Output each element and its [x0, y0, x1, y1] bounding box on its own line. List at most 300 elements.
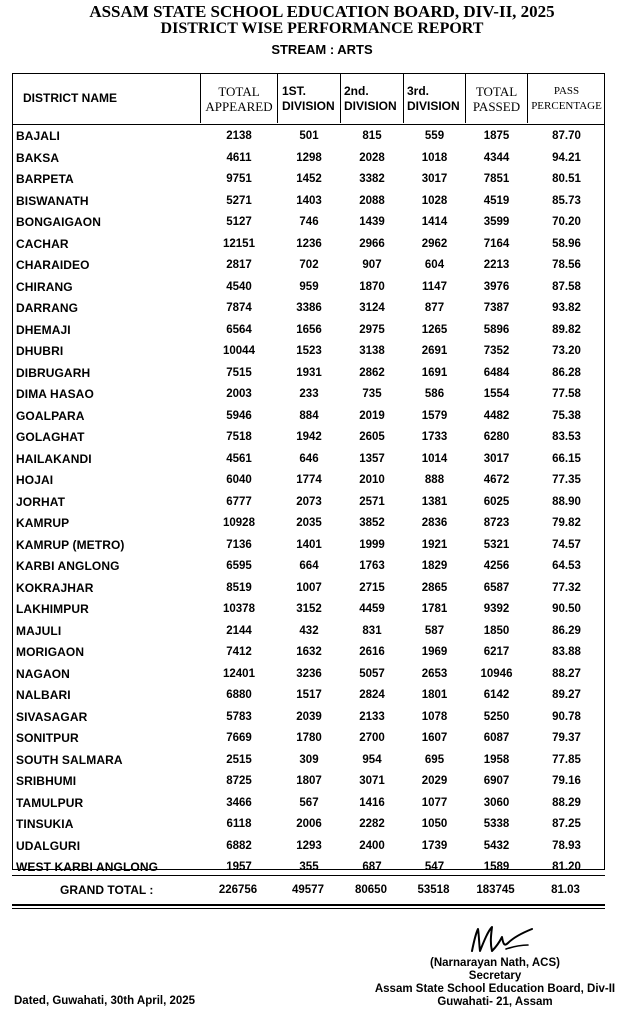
table-row [13, 771, 604, 793]
first-division-cell: 1780 [296, 732, 322, 744]
third-division-cell: 1018 [421, 151, 448, 164]
total-passed-cell: 3976 [483, 280, 510, 293]
table-row [13, 621, 604, 643]
pass-percentage-cell: 73.20 [552, 345, 581, 357]
total-passed-cell: 5321 [483, 538, 510, 551]
district-name-cell: WEST KARBI ANGLONG [16, 860, 159, 874]
district-name-cell: BAKSA [16, 150, 60, 165]
first-division-cell: 2035 [296, 517, 322, 529]
header-third-division: 3rd. DIVISION [407, 83, 460, 113]
total-passed-cell: 4519 [483, 194, 510, 207]
total-passed-cell: 4482 [483, 409, 510, 422]
first-division-cell: 1298 [296, 151, 322, 164]
third-division-cell: 888 [424, 474, 445, 486]
district-name-cell: KAMRUP (METRO) [16, 537, 125, 552]
district-name-cell: UDALGURI [16, 838, 81, 853]
pass-percentage-cell: 79.16 [552, 775, 581, 787]
total-passed-cell: 1554 [483, 388, 510, 400]
total-appeared-cell: 6564 [226, 323, 252, 336]
total-passed-cell: 1875 [483, 130, 510, 142]
second-division-cell: 2824 [359, 689, 385, 701]
report-title-line1: ASSAM STATE SCHOOL EDUCATION BOARD, DIV-II, 2025 [89, 2, 555, 21]
third-division-cell: 1733 [421, 431, 448, 443]
pass-percentage-cell: 88.90 [552, 495, 581, 508]
second-division-cell: 1870 [359, 280, 385, 293]
total-passed-cell: 7387 [483, 302, 510, 314]
total-appeared-cell: 5127 [226, 216, 252, 228]
pass-percentage-cell: 75.38 [552, 409, 581, 422]
third-division-cell: 586 [424, 388, 445, 400]
pass-percentage-cell: 81.20 [552, 861, 581, 873]
first-division-cell: 1774 [296, 474, 322, 486]
second-division-cell: 2133 [359, 710, 385, 723]
third-division-cell: 1028 [421, 194, 448, 207]
table-row [13, 642, 604, 664]
third-division-cell: 559 [424, 130, 445, 142]
district-name-cell: HAILAKANDI [16, 451, 92, 466]
second-division-cell: 2028 [359, 151, 385, 164]
pass-percentage-cell: 88.29 [552, 796, 581, 809]
signatory-organization: Assam State School Education Board, Div-II [374, 983, 616, 995]
table-row [13, 513, 604, 535]
signatory-name: (Narnarayan Nath, ACS) [430, 957, 560, 969]
double-rule-top [12, 904, 605, 906]
second-division-cell: 1439 [359, 216, 385, 228]
total-appeared-cell: 4561 [226, 452, 252, 465]
pass-percentage-cell: 70.20 [552, 216, 581, 228]
second-division-cell: 2282 [359, 818, 385, 830]
second-division-cell: 1416 [359, 796, 385, 809]
dated-line: Dated, Guwahati, 30th April, 2025 [14, 995, 196, 1007]
second-division-cell: 2975 [359, 323, 385, 336]
district-name-cell: KARBI ANGLONG [16, 559, 120, 573]
third-division-cell: 1050 [421, 818, 448, 830]
total-passed-cell: 8723 [483, 517, 510, 529]
signatory-block [350, 957, 640, 1009]
table-row [13, 814, 604, 836]
district-name-cell: TAMULPUR [16, 795, 84, 810]
district-name-cell: GOLAGHAT [16, 430, 85, 444]
table-row [13, 685, 604, 707]
second-division-cell: 5057 [359, 667, 385, 680]
table-row [13, 126, 604, 148]
district-name-cell: DIMA HASAO [16, 387, 94, 401]
header-second-division: 2nd. DIVISION [344, 83, 397, 113]
total-appeared-cell: 5271 [226, 194, 252, 207]
total-appeared-cell: 7669 [226, 732, 252, 744]
third-division-cell: 2865 [421, 581, 448, 594]
second-division-cell: 815 [362, 130, 382, 142]
pass-percentage-cell: 90.50 [552, 603, 581, 615]
total-appeared-cell: 10044 [223, 345, 255, 357]
total-passed-cell: 7164 [483, 237, 510, 250]
district-name-cell: NALBARI [16, 688, 71, 702]
total-passed-cell: 1589 [483, 861, 510, 873]
total-appeared-cell: 4611 [226, 151, 252, 164]
pass-percentage-cell: 86.28 [552, 366, 581, 379]
total-appeared-cell: 7515 [226, 366, 252, 379]
grand-total-third-division: 53518 [417, 884, 450, 896]
third-division-cell: 2836 [421, 517, 448, 529]
first-division-cell: 2073 [296, 495, 322, 508]
first-division-cell: 702 [299, 259, 319, 271]
stream-label: STREAM : ARTS [271, 42, 373, 57]
third-division-cell: 1014 [421, 452, 448, 465]
table-row [13, 707, 604, 729]
district-name-cell: GOALPARA [16, 408, 85, 423]
total-appeared-cell: 8519 [226, 581, 252, 594]
table-row [13, 320, 604, 342]
total-appeared-cell: 2138 [226, 130, 252, 142]
pass-percentage-cell: 64.53 [552, 560, 581, 572]
total-passed-cell: 5338 [483, 818, 510, 830]
table-row [13, 406, 604, 428]
column-divider [340, 74, 341, 123]
grand-total-second-division: 80650 [355, 884, 387, 896]
third-division-cell: 1739 [421, 839, 448, 852]
district-name-cell: DIBRUGARH [16, 365, 91, 380]
total-passed-cell: 6907 [483, 775, 510, 787]
total-appeared-cell: 7518 [226, 431, 252, 443]
district-name-cell: SRIBHUMI [16, 774, 77, 788]
second-division-cell: 2966 [359, 237, 385, 250]
total-appeared-cell: 7136 [226, 538, 252, 551]
total-appeared-cell: 6777 [226, 495, 252, 508]
first-division-cell: 1452 [296, 173, 322, 185]
pass-percentage-cell: 77.85 [552, 753, 581, 766]
total-passed-cell: 5432 [483, 839, 510, 852]
table-row [13, 793, 604, 815]
signatory-designation: Secretary [468, 970, 522, 982]
first-division-cell: 1656 [296, 323, 322, 336]
district-name-cell: KOKRAJHAR [16, 580, 94, 595]
table-row [13, 599, 604, 621]
total-appeared-cell: 7412 [226, 646, 252, 658]
total-passed-cell: 3599 [483, 216, 510, 228]
first-division-cell: 3386 [296, 302, 322, 314]
third-division-cell: 1147 [422, 280, 447, 293]
total-passed-cell: 6217 [483, 646, 510, 658]
total-passed-cell: 6587 [483, 581, 510, 594]
third-division-cell: 1414 [421, 216, 448, 228]
grand-total-passed: 183745 [476, 884, 515, 896]
district-name-cell: CACHAR [16, 236, 69, 251]
pass-percentage-cell: 87.58 [552, 280, 581, 293]
pass-percentage-cell: 79.37 [552, 732, 581, 744]
first-division-cell: 432 [299, 624, 319, 637]
district-name-cell: MORIGAON [16, 645, 85, 659]
grand-total-percentage: 81.03 [551, 884, 580, 896]
second-division-cell: 2715 [359, 581, 385, 594]
total-passed-cell: 10946 [480, 667, 513, 680]
first-division-cell: 1931 [296, 366, 322, 379]
first-division-cell: 1517 [296, 689, 322, 701]
first-division-cell: 3236 [296, 667, 322, 680]
table-row [13, 427, 604, 449]
third-division-cell: 547 [424, 861, 445, 873]
second-division-cell: 2700 [359, 732, 385, 744]
third-division-cell: 1077 [421, 796, 448, 809]
total-passed-cell: 2213 [483, 259, 510, 271]
pass-percentage-cell: 74.57 [552, 538, 581, 551]
second-division-cell: 2605 [359, 431, 385, 443]
total-appeared-cell: 5946 [226, 409, 252, 422]
second-division-cell: 687 [362, 861, 382, 873]
third-division-cell: 1969 [421, 646, 448, 658]
pass-percentage-cell: 87.25 [552, 818, 581, 830]
third-division-cell: 877 [424, 302, 445, 314]
total-appeared-cell: 8725 [226, 775, 252, 787]
second-division-cell: 1357 [359, 452, 385, 465]
third-division-cell: 1381 [421, 495, 448, 508]
second-division-cell: 3071 [359, 775, 385, 787]
total-appeared-cell: 12401 [223, 667, 255, 680]
total-appeared-cell: 2515 [226, 753, 252, 766]
pass-percentage-cell: 58.96 [552, 237, 581, 250]
district-name-cell: SONITPUR [16, 731, 79, 745]
double-rule-bottom [12, 908, 605, 909]
total-appeared-cell: 10928 [223, 517, 255, 529]
table-row [13, 728, 604, 750]
district-name-cell: DARRANG [16, 301, 79, 315]
header-district-name: DISTRICT NAME [23, 91, 117, 105]
table-row [13, 535, 604, 557]
total-passed-cell: 1850 [483, 624, 510, 637]
second-division-cell: 2400 [359, 839, 385, 852]
table-row [13, 169, 604, 191]
district-name-cell: DHEMAJI [16, 322, 71, 337]
total-passed-cell: 9392 [483, 603, 510, 615]
third-division-cell: 604 [424, 259, 445, 271]
table-row [13, 255, 604, 277]
total-appeared-cell: 6880 [226, 689, 252, 701]
second-division-cell: 3138 [359, 345, 385, 357]
district-name-cell: DHUBRI [16, 344, 64, 358]
table-row [13, 449, 604, 471]
district-name-cell: BARPETA [16, 172, 74, 186]
report-title-line2: DISTRICT WISE PERFORMANCE REPORT [160, 20, 484, 37]
second-division-cell: 954 [362, 753, 382, 766]
first-division-cell: 646 [299, 452, 319, 465]
district-name-cell: LAKHIMPUR [16, 602, 89, 616]
second-division-cell: 831 [362, 624, 382, 637]
district-name-cell: BAJALI [16, 129, 60, 143]
district-name-cell: MAJULI [16, 623, 62, 638]
district-name-cell: CHIRANG [16, 279, 73, 294]
first-division-cell: 1632 [296, 646, 322, 658]
third-division-cell: 1801 [421, 689, 448, 701]
pass-percentage-cell: 93.82 [552, 302, 581, 314]
pass-percentage-cell: 83.88 [552, 646, 581, 658]
pass-percentage-cell: 87.70 [552, 130, 581, 142]
pass-percentage-cell: 83.53 [552, 431, 581, 443]
first-division-cell: 355 [299, 861, 319, 873]
first-division-cell: 2039 [296, 710, 322, 723]
pass-percentage-cell: 77.35 [552, 474, 581, 486]
first-division-cell: 567 [299, 796, 319, 809]
first-division-cell: 884 [299, 409, 319, 422]
total-appeared-cell: 10378 [223, 603, 255, 615]
total-passed-cell: 5896 [483, 323, 510, 336]
grand-total-appeared: 226756 [218, 884, 258, 896]
column-divider [403, 74, 404, 123]
first-division-cell: 1007 [296, 581, 322, 594]
table-row [13, 492, 604, 514]
total-passed-cell: 1958 [483, 753, 510, 766]
table-row [13, 148, 604, 170]
header-first-division: 1ST. DIVISION [282, 83, 335, 113]
second-division-cell: 2616 [359, 646, 385, 658]
third-division-cell: 1829 [421, 560, 448, 572]
second-division-cell: 2088 [359, 194, 385, 207]
total-passed-cell: 6280 [483, 431, 510, 443]
pass-percentage-cell: 79.82 [552, 517, 581, 529]
header-total-appeared: TOTAL APPEARED [205, 83, 273, 114]
district-name-cell: BONGAIGAON [16, 215, 101, 229]
first-division-cell: 1807 [296, 775, 322, 787]
first-division-cell: 959 [299, 280, 319, 293]
second-division-cell: 2019 [359, 409, 385, 422]
total-appeared-cell: 2144 [226, 624, 252, 637]
third-division-cell: 1078 [421, 710, 448, 723]
total-appeared-cell: 2817 [226, 259, 252, 271]
table-row [13, 664, 604, 686]
district-name-cell: JORHAT [16, 494, 66, 509]
header-pass-percentage: PASS PERCENTAGE [531, 84, 602, 112]
table-row [13, 191, 604, 213]
third-division-cell: 1607 [421, 732, 448, 744]
third-division-cell: 1781 [421, 603, 448, 615]
first-division-cell: 1523 [296, 345, 322, 357]
total-passed-cell: 6142 [483, 689, 510, 701]
total-appeared-cell: 3466 [226, 796, 252, 809]
first-division-cell: 664 [299, 560, 319, 572]
pass-percentage-cell: 88.27 [552, 667, 581, 680]
second-division-cell: 3852 [359, 517, 385, 529]
total-passed-cell: 5250 [483, 710, 510, 723]
second-division-cell: 3124 [359, 302, 385, 314]
pass-percentage-cell: 94.21 [552, 151, 581, 164]
third-division-cell: 2653 [421, 667, 448, 680]
district-name-cell: KAMRUP [16, 516, 70, 530]
district-name-cell: SOUTH SALMARA [16, 752, 123, 767]
total-passed-cell: 3017 [483, 452, 510, 465]
second-division-cell: 907 [362, 259, 382, 271]
third-division-cell: 695 [424, 753, 445, 766]
total-passed-cell: 6025 [483, 495, 510, 508]
total-appeared-cell: 4540 [226, 280, 252, 293]
district-name-cell: NAGAON [16, 666, 70, 681]
grand-total-row [12, 880, 605, 900]
pass-percentage-cell: 77.32 [552, 581, 581, 594]
second-division-cell: 735 [362, 388, 382, 400]
second-division-cell: 2862 [359, 366, 385, 379]
pass-percentage-cell: 85.73 [552, 194, 581, 207]
total-appeared-cell: 9751 [226, 173, 252, 185]
district-name-cell: SIVASAGAR [16, 709, 88, 724]
total-passed-cell: 7352 [483, 345, 510, 357]
total-passed-cell: 4344 [483, 151, 510, 164]
first-division-cell: 1403 [296, 194, 322, 207]
pass-percentage-cell: 89.82 [552, 323, 581, 336]
grand-total-label: GRAND TOTAL : [60, 883, 154, 897]
table-header [13, 74, 604, 125]
total-passed-cell: 3060 [483, 796, 510, 809]
total-passed-cell: 6484 [483, 366, 510, 379]
first-division-cell: 3152 [296, 603, 322, 615]
third-division-cell: 1921 [421, 538, 448, 551]
table-row [13, 384, 604, 406]
grand-total-first-division: 49577 [292, 884, 324, 896]
pass-percentage-cell: 80.51 [552, 173, 581, 185]
first-division-cell: 501 [299, 130, 319, 142]
table-row [13, 277, 604, 299]
third-division-cell: 3017 [421, 173, 448, 185]
performance-table [12, 73, 605, 874]
first-division-cell: 1401 [296, 538, 322, 551]
table-row [13, 750, 604, 772]
total-appeared-cell: 6882 [226, 839, 252, 852]
pass-percentage-cell: 86.29 [552, 624, 581, 637]
first-division-cell: 233 [299, 388, 319, 400]
total-appeared-cell: 1957 [226, 861, 252, 873]
total-rule [12, 875, 605, 876]
table-row [13, 363, 604, 385]
total-appeared-cell: 6595 [226, 560, 252, 572]
total-passed-cell: 4256 [483, 560, 510, 572]
third-division-cell: 2962 [421, 237, 448, 250]
district-name-cell: BISWANATH [16, 193, 89, 208]
signatory-address: Guwahati- 21, Assam [437, 996, 553, 1008]
pass-percentage-cell: 78.93 [552, 839, 581, 852]
third-division-cell: 1265 [421, 323, 448, 336]
table-row [13, 556, 604, 578]
district-name-cell: CHARAIDEO [16, 258, 90, 272]
table-row [13, 578, 604, 600]
header-total-passed: TOTAL PASSED [472, 83, 521, 114]
pass-percentage-cell: 89.27 [552, 689, 581, 701]
third-division-cell: 2029 [421, 775, 448, 787]
table-row [13, 234, 604, 256]
pass-percentage-cell: 78.56 [552, 259, 581, 271]
first-division-cell: 746 [299, 216, 319, 228]
district-name-cell: HOJAI [16, 473, 54, 487]
table-row [13, 836, 604, 858]
total-passed-cell: 7851 [483, 173, 510, 185]
second-division-cell: 1999 [359, 538, 385, 551]
first-division-cell: 1236 [296, 237, 322, 250]
third-division-cell: 2691 [421, 345, 448, 357]
total-passed-cell: 4672 [483, 474, 510, 486]
table-row [13, 341, 604, 363]
total-appeared-cell: 12151 [223, 237, 255, 250]
second-division-cell: 1763 [359, 560, 385, 572]
second-division-cell: 2010 [359, 474, 385, 486]
first-division-cell: 1293 [296, 839, 322, 852]
table-row [13, 298, 604, 320]
pass-percentage-cell: 66.15 [552, 452, 581, 465]
signature-image [466, 921, 536, 961]
total-passed-cell: 6087 [483, 732, 510, 744]
total-appeared-cell: 7874 [226, 302, 252, 314]
pass-percentage-cell: 90.78 [552, 710, 581, 723]
first-division-cell: 1942 [296, 431, 322, 443]
total-appeared-cell: 6040 [226, 474, 252, 486]
table-row [13, 212, 604, 234]
second-division-cell: 4459 [359, 603, 385, 615]
table-row [13, 470, 604, 492]
third-division-cell: 1579 [421, 409, 448, 422]
